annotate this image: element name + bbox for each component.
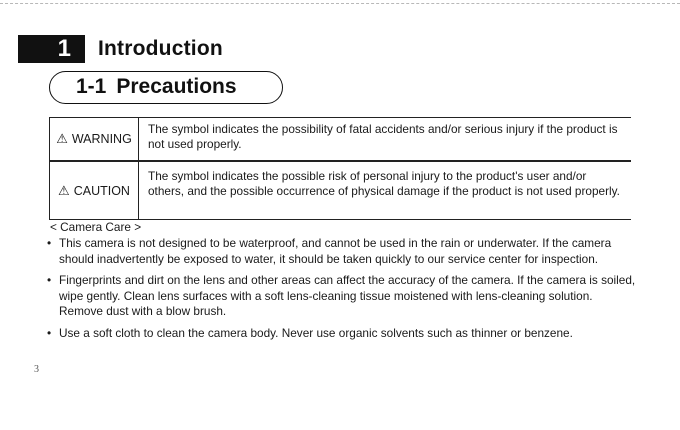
- caution-notice: [49, 161, 631, 220]
- bullet-icon: •: [47, 236, 52, 250]
- camera-care-list: [46, 236, 636, 347]
- caution-label: CAUTION: [73, 183, 130, 198]
- chapter-number: 1: [57, 35, 71, 62]
- top-edge-line: [0, 3, 680, 4]
- chapter-number-box: [18, 35, 85, 63]
- warning-notice: [49, 117, 631, 161]
- list-item-text: This camera is not designed to be waterproof, and cannot be used in the rain or underwater. If the camera should inadvertently be exposed to water, it should be taken quickly to our service center for inspection.: [59, 236, 612, 266]
- warning-triangle-icon: ⚠: [56, 131, 68, 146]
- list-item-text: Use a soft cloth to clean the camera body. Never use organic solvents such as thinner or benzene.: [59, 325, 573, 340]
- list-item: [46, 236, 636, 267]
- bullet-icon: •: [47, 325, 52, 340]
- chapter-title: Introduction: [98, 37, 223, 60]
- camera-care-heading: < Camera Care >: [50, 220, 142, 234]
- caution-triangle-icon: ⚠: [58, 182, 70, 198]
- section-title: Precautions: [116, 75, 237, 98]
- chapter-heading: [18, 34, 223, 64]
- page-number: 3: [34, 364, 39, 375]
- caution-label-cell: [49, 162, 139, 219]
- warning-label: WARNING: [71, 132, 132, 146]
- warning-text: The symbol indicates the possibility of fatal accidents and/or serious injury if the product is not used properly.: [148, 122, 618, 151]
- caution-text: The symbol indicates the possible risk of personal injury to the product's user and/or others, and the possible occurrence of physical damage if the product is not used properly.: [148, 169, 620, 198]
- section-number: 1-1: [76, 75, 107, 98]
- section-heading: [49, 71, 283, 104]
- bullet-icon: •: [47, 273, 52, 287]
- list-item: [46, 273, 636, 320]
- list-item-text: Fingerprints and dirt on the lens and other areas can affect the accuracy of the camera. If the camera is soiled, wipe gently. Clean lens surfaces with a soft lens-cleaning tissue moistened with lens-cleaning solution. Remove dust with a blow brush.: [59, 273, 636, 318]
- warning-label-cell: [49, 118, 139, 160]
- list-item: [46, 326, 636, 342]
